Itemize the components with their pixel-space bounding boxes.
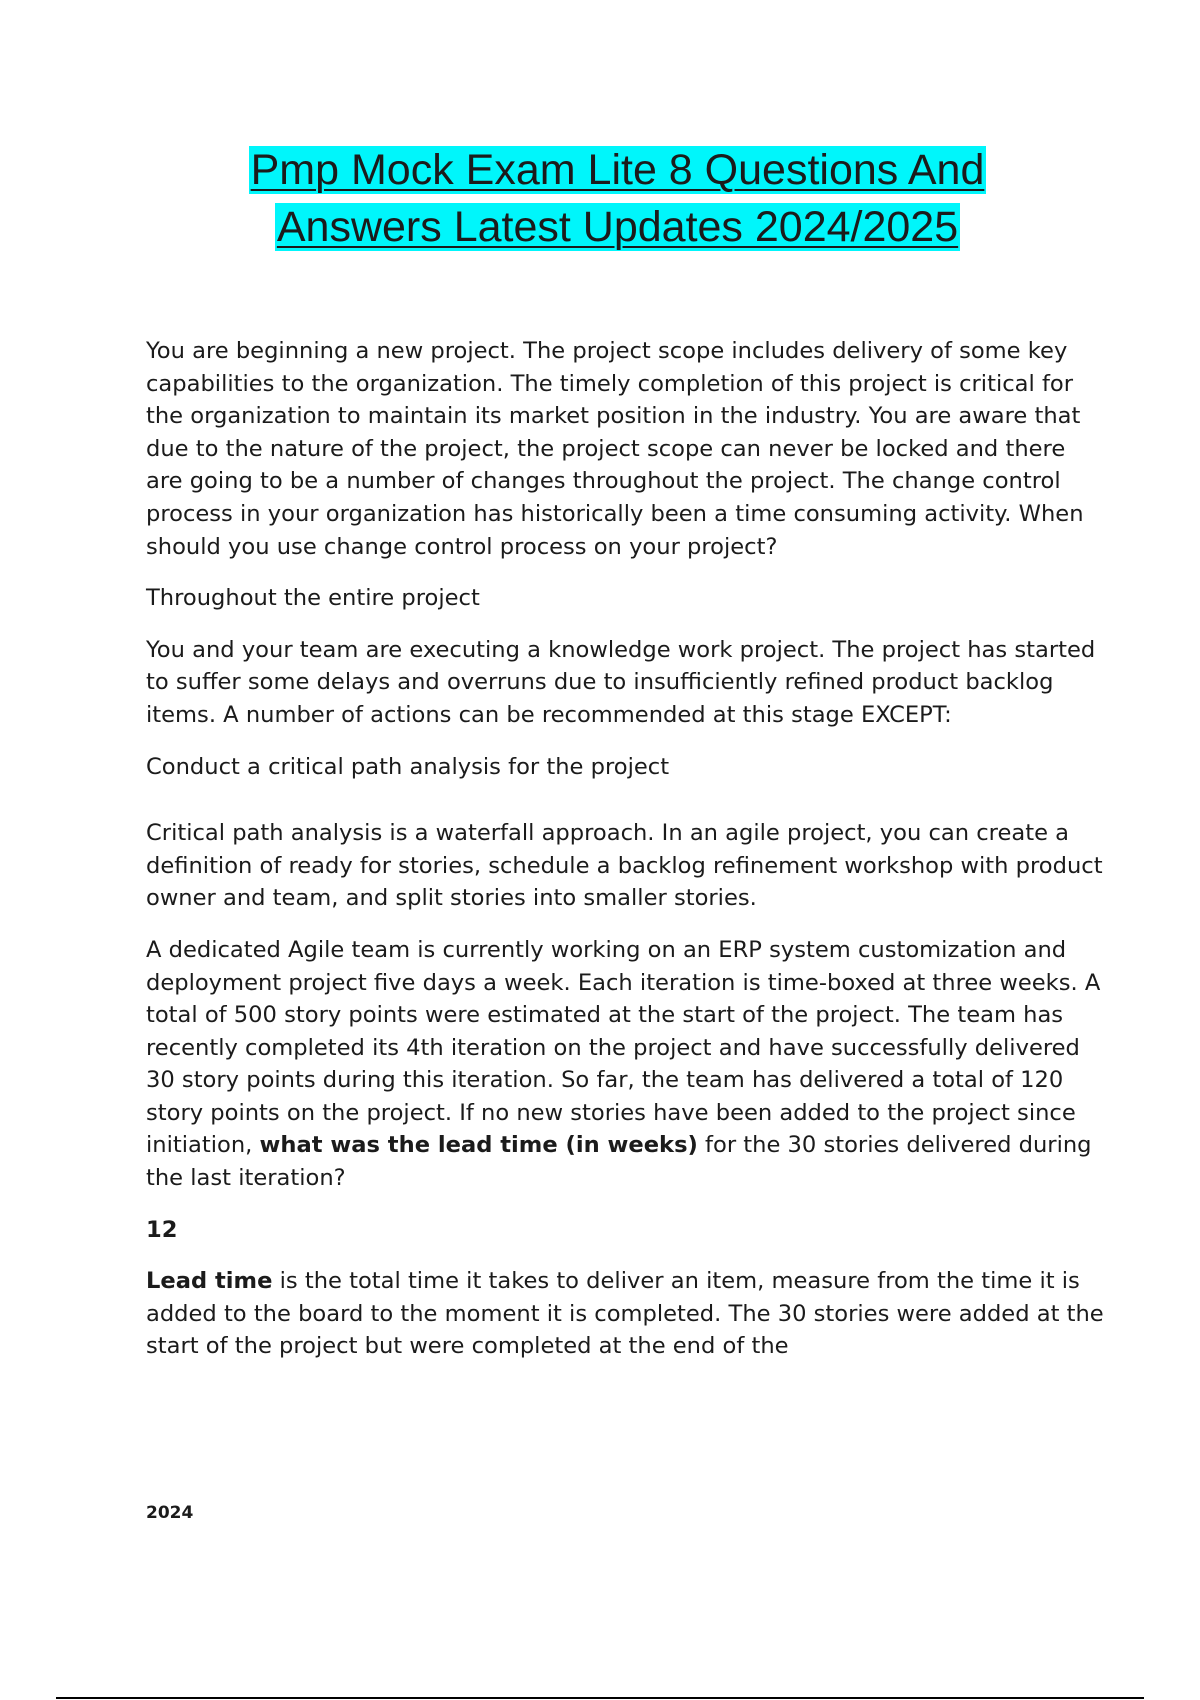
document-body	[146, 335, 1106, 1363]
question-3-answer-value: 12	[146, 1216, 178, 1243]
question-2-answer: Conduct a critical path analysis for the project	[146, 753, 670, 780]
question-3-text-part2: for the 30 stories delivered during the last iteration?	[146, 1132, 1092, 1192]
question-2-text: You and your team are executing a knowledge work project. The project has started to suffer some delays and overruns due to insufficiently refined product backlog items. A number of actions can be recommended at this stage EXCEPT:	[146, 636, 1096, 728]
question-3-explanation-text: is the total time it takes to deliver an item, measure from the time it is added to the board to the moment it is completed. The 30 stories were added at the start of the project but were completed at the end of the	[146, 1268, 1104, 1360]
question-3-explanation-term: Lead time	[146, 1268, 273, 1295]
footer-year: 2024	[146, 1503, 194, 1523]
footer-divider	[56, 1697, 1144, 1699]
question-3-text-emphasis: what was the lead time (in weeks)	[259, 1132, 698, 1159]
question-3-explanation	[146, 1265, 1106, 1363]
title-line-2: Answers Latest Updates 2024/2025	[276, 203, 959, 251]
question-3-text	[146, 934, 1106, 1195]
question-1-text: You are beginning a new project. The project scope includes delivery of some key capabilities to the organization. The timely completion of this project is critical for the organization to maintain its market position in the industry. You are aware that due to the nature of the project, the project scope can never be locked and there are going to be a number of changes throughout the project. The change control process in your organization has historically been a time consuming activity. When should you use change control process on your project?	[146, 338, 1084, 560]
document-title	[0, 142, 1200, 256]
question-1-answer: Throughout the entire project	[146, 585, 480, 612]
question-3-answer	[146, 1214, 1106, 1247]
question-2-explanation: Critical path analysis is a waterfall approach. In an agile project, you can create a definition of ready for stories, schedule a backlog refinement workshop with product owner and team, and split stories into smaller stories.	[146, 820, 1103, 912]
question-3-text-part1: A dedicated Agile team is currently working on an ERP system customization and deployment project five days a week. Each iteration is time-boxed at three weeks. A total of 500 story points were estimated at the start of the project. The team has recently completed its 4th iteration on the project and have successfully delivered 30 story points during this iteration. So far, the team has delivered a total of 120 story points on the project. If no new stories have been added to the project since initiation,	[146, 936, 1101, 1159]
title-line-1: Pmp Mock Exam Lite 8 Questions And	[250, 146, 985, 194]
